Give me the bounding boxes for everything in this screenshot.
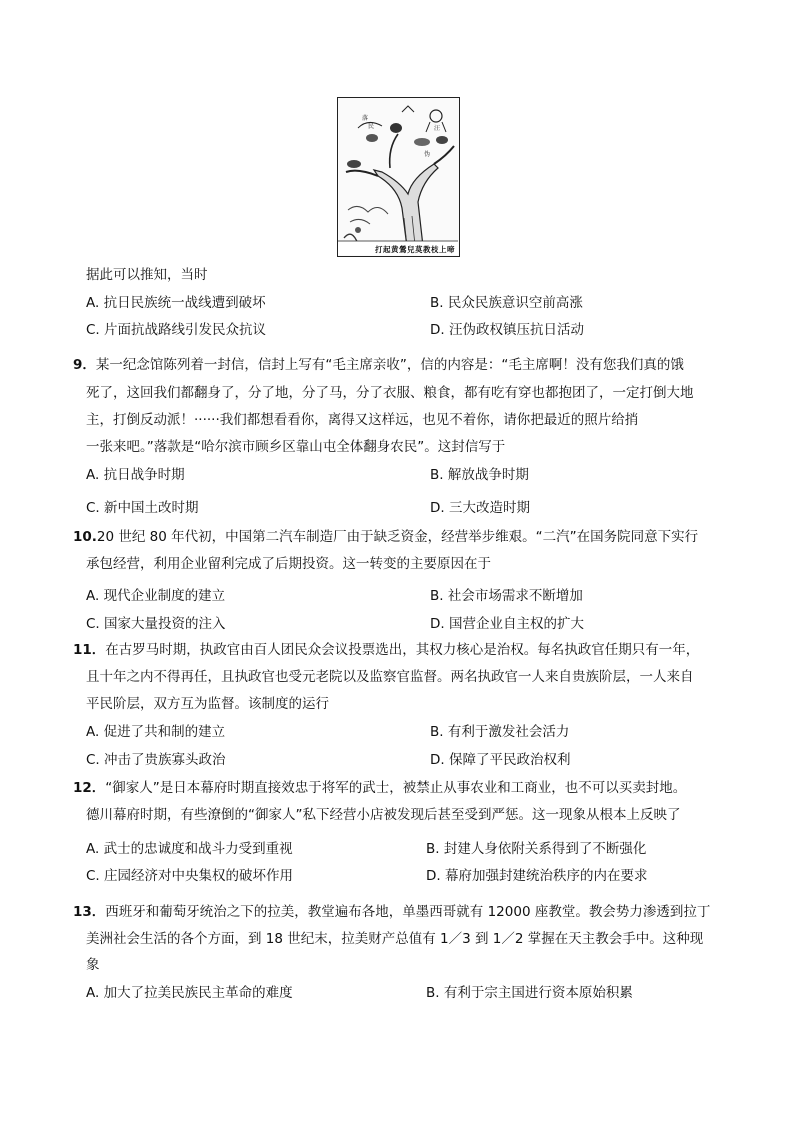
q8-option-c[interactable]: C. 片面抗战路线引发民众抗议 — [86, 322, 267, 338]
q9-option-b[interactable]: B. 解放战争时期 — [430, 467, 529, 483]
q13-number: 13． — [73, 904, 106, 920]
q9-line-1: 某一纪念馆陈列着一封信，信封上写有“毛主席亲收”，信的内容是：“毛主席啊！没有您我们真的饿 — [95, 357, 684, 373]
q9-option-d[interactable]: D. 三大改造时期 — [430, 500, 530, 516]
cartoon-drawing — [338, 98, 458, 255]
q10-option-d[interactable]: D. 国营企业自主权的扩大 — [430, 616, 584, 632]
q10-stem-line-1 — [73, 527, 698, 547]
q9-option-c[interactable]: C. 新中国土改时期 — [86, 500, 199, 516]
q12-option-d[interactable]: D. 幕府加强封建统治秩序的内在要求 — [426, 868, 648, 884]
q11-option-d[interactable]: D. 保障了平民政治权利 — [430, 752, 571, 768]
q12-option-c[interactable]: C. 庄园经济对中央集权的破坏作用 — [86, 868, 294, 884]
cartoon-figure — [337, 97, 460, 257]
svg-text:汪: 汪 — [434, 125, 441, 132]
q12-number: 12． — [73, 780, 106, 796]
q10-line-2: 承包经营，利用企业留利完成了后期投资。这一转变的主要原因在于 — [86, 556, 491, 572]
q13-option-a[interactable]: A. 加大了拉美民族民主革命的难度 — [86, 985, 293, 1001]
q9-line-3: 主，打倒反动派！······我们都想看看你，离得又这样远，也见不着你，请你把最近的照片给捎 — [86, 412, 639, 428]
q13-line-3: 象 — [86, 957, 100, 973]
q8-stem-tail: 据此可以推知，当时 — [86, 267, 208, 283]
q8-option-a[interactable]: A. 抗日民族统一战线遭到破坏 — [86, 295, 266, 311]
q9-number: 9． — [73, 357, 96, 373]
svg-text:民: 民 — [368, 123, 375, 130]
q11-line-1: 在古罗马时期，执政官由百人团民众会议投票选出，其权力核心是治权。每名执政官任期只有一年， — [105, 642, 700, 658]
q12-line-2: 德川幕府时期，有些潦倒的“御家人”私下经营小店被发现后甚至受到严惩。这一现象从根本上反映了 — [86, 807, 681, 823]
q12-stem-line-1 — [73, 778, 686, 798]
q13-stem-line-1 — [73, 902, 710, 922]
cartoon-caption: 打起黄鶯兒莫教枝上啼 — [375, 245, 455, 254]
svg-text:落: 落 — [362, 115, 369, 122]
q13-line-2: 美洲社会生活的各个方面，到 18 世纪末，拉美财产总值有 1／3 到 1／2 掌握在天主教会手中。这种现 — [86, 931, 704, 947]
q11-option-c[interactable]: C. 冲击了贵族寡头政治 — [86, 752, 226, 768]
q13-option-b[interactable]: B. 有利于宗主国进行资本原始积累 — [426, 985, 633, 1001]
q11-line-2: 且十年之内不得再任，且执政官也受元老院以及监察官监督。两名执政官一人来自贵族阶层，一人来自 — [86, 669, 694, 685]
q12-line-1: “御家人”是日本幕府时期直接效忠于将军的武士，被禁止从事农业和工商业，也不可以买卖封地。 — [105, 780, 687, 796]
q13-line-1: 西班牙和葡萄牙统治之下的拉美，教堂遍布各地，单墨西哥就有 12000 座教堂。教会势力渗透到拉丁 — [105, 904, 711, 920]
svg-text:伪: 伪 — [424, 151, 431, 158]
q8-option-b[interactable]: B. 民众民族意识空前高涨 — [430, 295, 583, 311]
q11-number: 11． — [73, 642, 106, 658]
q11-line-3: 平民阶层，双方互为监督。该制度的运行 — [86, 696, 329, 712]
q10-option-a[interactable]: A. 现代企业制度的建立 — [86, 588, 226, 604]
q10-number: 10. — [73, 529, 97, 545]
q9-line-4: 一张来吧。”落款是“哈尔滨市顾乡区靠山屯全体翻身农民”。这封信写于 — [86, 439, 506, 455]
q11-stem-line-1 — [73, 640, 699, 660]
q12-option-b[interactable]: B. 封建人身依附关系得到了不断强化 — [426, 841, 647, 857]
q11-option-a[interactable]: A. 促进了共和制的建立 — [86, 724, 226, 740]
q8-option-d[interactable]: D. 汪伪政权镇压抗日活动 — [430, 322, 584, 338]
q10-option-c[interactable]: C. 国家大量投资的注入 — [86, 616, 226, 632]
q9-line-2: 死了，这回我们都翻身了，分了地，分了马，分了衣服、粮食，都有吃有穿也都抱团了，一定打倒大地 — [86, 385, 694, 401]
q10-option-b[interactable]: B. 社会市场需求不断增加 — [430, 588, 583, 604]
q12-option-a[interactable]: A. 武士的忠诚度和战斗力受到重视 — [86, 841, 293, 857]
q11-option-b[interactable]: B. 有利于激发社会活力 — [430, 724, 570, 740]
q9-option-a[interactable]: A. 抗日战争时期 — [86, 467, 185, 483]
q10-line-1: 20 世纪 80 年代初，中国第二汽车制造厂由于缺乏资金，经营举步维艰。“二汽”在国务院同意下实行 — [96, 529, 699, 545]
q9-stem-line-1 — [73, 355, 684, 375]
